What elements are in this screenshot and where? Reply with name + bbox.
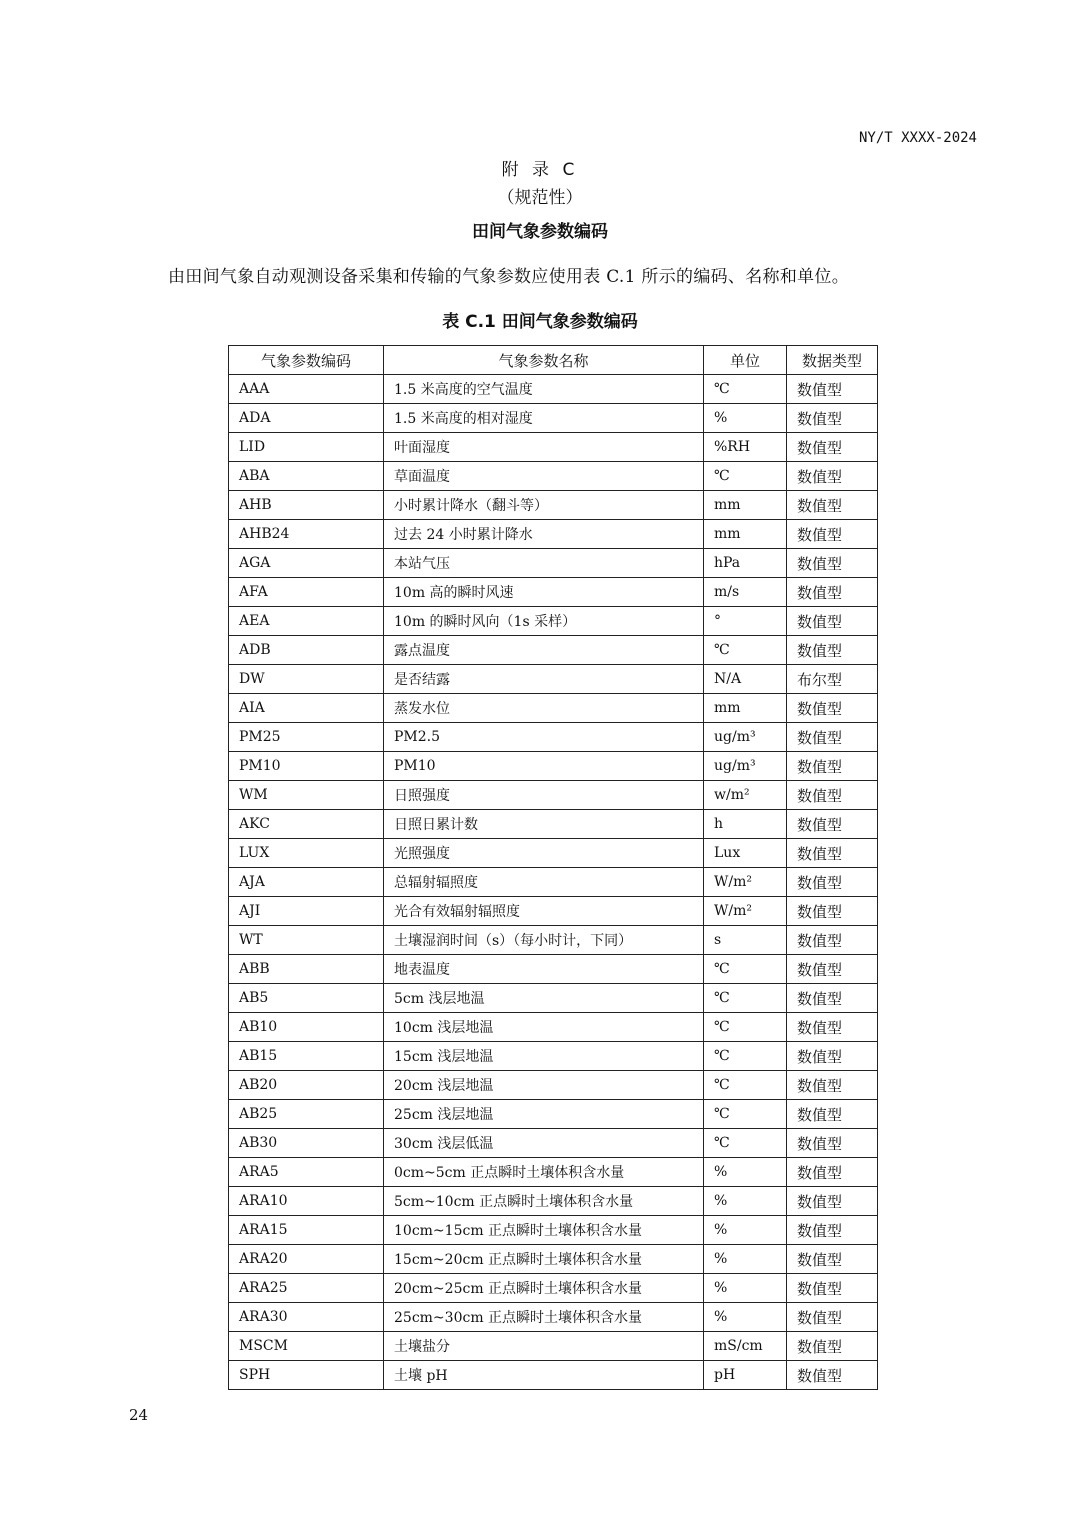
table-row (229, 984, 878, 1013)
header-code: 气象参数编码 (229, 346, 384, 375)
cell-name: 10m 的瞬时风向（1s 采样） (384, 607, 704, 636)
table-row (229, 462, 878, 491)
cell-type: 数值型 (787, 433, 878, 462)
cell-type: 数值型 (787, 984, 878, 1013)
cell-type: 数值型 (787, 752, 878, 781)
page-number: 24 (129, 1406, 149, 1424)
cell-type: 布尔型 (787, 665, 878, 694)
cell-unit: % (704, 404, 787, 433)
table-row (229, 607, 878, 636)
table-row (229, 404, 878, 433)
cell-type: 数值型 (787, 897, 878, 926)
cell-name: 1.5 米高度的空气温度 (384, 375, 704, 404)
cell-unit: h (704, 810, 787, 839)
table-row (229, 665, 878, 694)
appendix-title: 田间气象参数编码 (472, 222, 608, 242)
table-row (229, 1245, 878, 1274)
table-body (229, 375, 878, 1390)
cell-unit: m/s (704, 578, 787, 607)
cell-unit: ° (704, 607, 787, 636)
cell-type: 数值型 (787, 1071, 878, 1100)
cell-unit: mS/cm (704, 1332, 787, 1361)
cell-code: AB30 (229, 1129, 384, 1158)
cell-name: PM2.5 (384, 723, 704, 752)
cell-unit: mm (704, 520, 787, 549)
cell-name: 土壤 pH (384, 1361, 704, 1390)
table-row (229, 868, 878, 897)
cell-code: PM10 (229, 752, 384, 781)
cell-code: ARA30 (229, 1303, 384, 1332)
cell-name: 20cm~25cm 正点瞬时土壤体积含水量 (384, 1274, 704, 1303)
cell-unit: % (704, 1303, 787, 1332)
cell-code: AEA (229, 607, 384, 636)
table-row (229, 1332, 878, 1361)
cell-name: 30cm 浅层低温 (384, 1129, 704, 1158)
cell-code: AHB24 (229, 520, 384, 549)
cell-name: 5cm 浅层地温 (384, 984, 704, 1013)
cell-code: LUX (229, 839, 384, 868)
cell-unit: ℃ (704, 1042, 787, 1071)
cell-name: 15cm 浅层地温 (384, 1042, 704, 1071)
table-row (229, 955, 878, 984)
table-row (229, 1187, 878, 1216)
cell-name: 10cm 浅层地温 (384, 1013, 704, 1042)
cell-name: 过去 24 小时累计降水 (384, 520, 704, 549)
table-row (229, 1071, 878, 1100)
cell-code: MSCM (229, 1332, 384, 1361)
table-row (229, 810, 878, 839)
cell-type: 数值型 (787, 1303, 878, 1332)
cell-code: PM25 (229, 723, 384, 752)
cell-type: 数值型 (787, 868, 878, 897)
cell-type: 数值型 (787, 810, 878, 839)
cell-name: 日照日累计数 (384, 810, 704, 839)
table-row (229, 1042, 878, 1071)
table-row (229, 520, 878, 549)
table-row (229, 1216, 878, 1245)
cell-unit: ℃ (704, 1013, 787, 1042)
cell-code: AB5 (229, 984, 384, 1013)
cell-type: 数值型 (787, 1042, 878, 1071)
cell-type: 数值型 (787, 1245, 878, 1274)
cell-unit: % (704, 1274, 787, 1303)
cell-code: ABB (229, 955, 384, 984)
cell-type: 数值型 (787, 404, 878, 433)
cell-type: 数值型 (787, 1361, 878, 1390)
table-row (229, 578, 878, 607)
cell-code: WM (229, 781, 384, 810)
table-row (229, 1274, 878, 1303)
cell-unit: N/A (704, 665, 787, 694)
cell-name: 叶面湿度 (384, 433, 704, 462)
cell-code: SPH (229, 1361, 384, 1390)
cell-code: ARA5 (229, 1158, 384, 1187)
cell-type: 数值型 (787, 694, 878, 723)
cell-unit: % (704, 1187, 787, 1216)
cell-type: 数值型 (787, 1158, 878, 1187)
cell-name: 露点温度 (384, 636, 704, 665)
cell-type: 数值型 (787, 1216, 878, 1245)
intro-paragraph: 由田间气象自动观测设备采集和传输的气象参数应使用表 C.1 所示的编码、名称和单位。 (168, 267, 850, 287)
cell-type: 数值型 (787, 375, 878, 404)
cell-unit: ℃ (704, 636, 787, 665)
cell-name: 5cm~10cm 正点瞬时土壤体积含水量 (384, 1187, 704, 1216)
cell-name: 光合有效辐射辐照度 (384, 897, 704, 926)
cell-type: 数值型 (787, 1013, 878, 1042)
cell-name: 日照强度 (384, 781, 704, 810)
cell-code: ARA10 (229, 1187, 384, 1216)
cell-code: ADA (229, 404, 384, 433)
cell-code: AHB (229, 491, 384, 520)
table-row (229, 636, 878, 665)
cell-unit: s (704, 926, 787, 955)
table-row (229, 433, 878, 462)
cell-unit: ℃ (704, 984, 787, 1013)
standard-code: NY/T XXXX-2024 (858, 130, 977, 146)
cell-unit: % (704, 1158, 787, 1187)
table-row (229, 723, 878, 752)
cell-type: 数值型 (787, 607, 878, 636)
table-caption: 表 C.1 田间气象参数编码 (442, 312, 638, 332)
cell-unit: ug/m³ (704, 723, 787, 752)
cell-unit: ℃ (704, 1071, 787, 1100)
table-row (229, 1100, 878, 1129)
cell-code: AGA (229, 549, 384, 578)
cell-type: 数值型 (787, 781, 878, 810)
cell-unit: ℃ (704, 1129, 787, 1158)
cell-type: 数值型 (787, 520, 878, 549)
cell-code: AFA (229, 578, 384, 607)
cell-unit: hPa (704, 549, 787, 578)
cell-code: ARA20 (229, 1245, 384, 1274)
cell-unit: w/m² (704, 781, 787, 810)
cell-name: 是否结露 (384, 665, 704, 694)
cell-code: AB15 (229, 1042, 384, 1071)
table-row (229, 375, 878, 404)
cell-code: AB10 (229, 1013, 384, 1042)
cell-unit: W/m² (704, 897, 787, 926)
table-row (229, 752, 878, 781)
cell-unit: W/m² (704, 868, 787, 897)
cell-unit: mm (704, 491, 787, 520)
cell-name: 25cm~30cm 正点瞬时土壤体积含水量 (384, 1303, 704, 1332)
cell-code: AB25 (229, 1100, 384, 1129)
table-row (229, 1013, 878, 1042)
cell-type: 数值型 (787, 636, 878, 665)
cell-name: 1.5 米高度的相对湿度 (384, 404, 704, 433)
parameter-table (228, 345, 878, 1390)
cell-type: 数值型 (787, 839, 878, 868)
appendix-type: （规范性） (497, 188, 583, 208)
cell-code: ABA (229, 462, 384, 491)
table-header-row (229, 346, 878, 375)
cell-unit: ℃ (704, 375, 787, 404)
cell-name: 小时累计降水（翻斗等） (384, 491, 704, 520)
appendix-label: 附 录 C (501, 160, 579, 180)
cell-type: 数值型 (787, 1129, 878, 1158)
cell-name: 草面温度 (384, 462, 704, 491)
cell-type: 数值型 (787, 1100, 878, 1129)
cell-code: ADB (229, 636, 384, 665)
cell-name: 15cm~20cm 正点瞬时土壤体积含水量 (384, 1245, 704, 1274)
cell-type: 数值型 (787, 491, 878, 520)
table-row (229, 839, 878, 868)
cell-type: 数值型 (787, 1187, 878, 1216)
cell-name: 总辐射辐照度 (384, 868, 704, 897)
cell-code: AIA (229, 694, 384, 723)
cell-type: 数值型 (787, 723, 878, 752)
cell-name: 土壤湿润时间（s）（每小时计，下同） (384, 926, 704, 955)
cell-code: AJA (229, 868, 384, 897)
cell-name: PM10 (384, 752, 704, 781)
cell-code: AJI (229, 897, 384, 926)
table-row (229, 1158, 878, 1187)
table-row (229, 549, 878, 578)
cell-code: DW (229, 665, 384, 694)
cell-code: LID (229, 433, 384, 462)
cell-name: 10cm~15cm 正点瞬时土壤体积含水量 (384, 1216, 704, 1245)
cell-name: 20cm 浅层地温 (384, 1071, 704, 1100)
cell-unit: mm (704, 694, 787, 723)
cell-type: 数值型 (787, 926, 878, 955)
cell-name: 25cm 浅层地温 (384, 1100, 704, 1129)
table-row (229, 491, 878, 520)
cell-code: WT (229, 926, 384, 955)
header-name: 气象参数名称 (384, 346, 704, 375)
cell-type: 数值型 (787, 1274, 878, 1303)
cell-code: AKC (229, 810, 384, 839)
cell-unit: ℃ (704, 955, 787, 984)
cell-type: 数值型 (787, 578, 878, 607)
cell-unit: %RH (704, 433, 787, 462)
cell-name: 蒸发水位 (384, 694, 704, 723)
cell-name: 地表温度 (384, 955, 704, 984)
cell-unit: ℃ (704, 462, 787, 491)
table-row (229, 1303, 878, 1332)
cell-name: 光照强度 (384, 839, 704, 868)
cell-unit: ug/m³ (704, 752, 787, 781)
table-row (229, 926, 878, 955)
cell-type: 数值型 (787, 462, 878, 491)
cell-unit: Lux (704, 839, 787, 868)
cell-name: 本站气压 (384, 549, 704, 578)
cell-unit: % (704, 1216, 787, 1245)
table-row (229, 1361, 878, 1390)
cell-unit: ℃ (704, 1100, 787, 1129)
cell-code: AAA (229, 375, 384, 404)
cell-unit: pH (704, 1361, 787, 1390)
table-row (229, 694, 878, 723)
cell-code: AB20 (229, 1071, 384, 1100)
cell-name: 10m 高的瞬时风速 (384, 578, 704, 607)
table-row (229, 781, 878, 810)
header-unit: 单位 (704, 346, 787, 375)
cell-code: ARA15 (229, 1216, 384, 1245)
cell-type: 数值型 (787, 549, 878, 578)
cell-type: 数值型 (787, 1332, 878, 1361)
table-row (229, 1129, 878, 1158)
table-row (229, 897, 878, 926)
cell-name: 0cm~5cm 正点瞬时土壤体积含水量 (384, 1158, 704, 1187)
header-type: 数据类型 (787, 346, 878, 375)
cell-type: 数值型 (787, 955, 878, 984)
cell-code: ARA25 (229, 1274, 384, 1303)
cell-unit: % (704, 1245, 787, 1274)
cell-name: 土壤盐分 (384, 1332, 704, 1361)
